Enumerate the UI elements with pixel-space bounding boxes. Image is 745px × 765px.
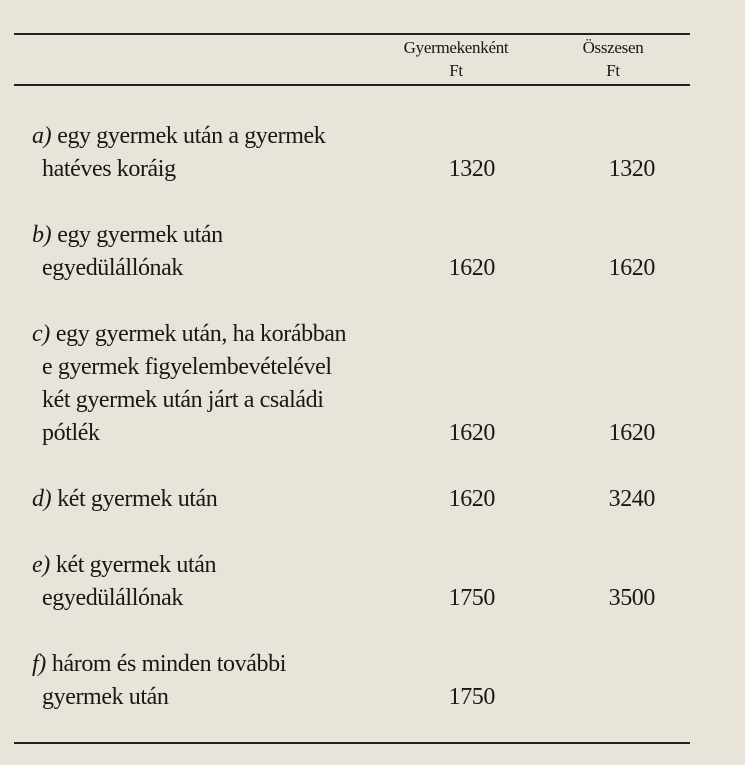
per-child-value: 1620: [448, 420, 495, 446]
row-text: két gyermek után: [55, 552, 217, 578]
row-text: két gyermek után: [57, 486, 218, 512]
bottom-rule: [14, 742, 690, 744]
total-value: 3240: [608, 486, 655, 512]
row-text: egyedülállónak: [42, 585, 184, 611]
row-text: e gyermek figyelembevételével: [42, 354, 332, 380]
total-value: 1320: [608, 156, 655, 182]
row-letter: f): [32, 651, 46, 677]
row-letter: d): [32, 486, 52, 512]
per-child-value: 1620: [448, 486, 495, 512]
row-letter: c): [32, 321, 50, 347]
total-value: 1620: [608, 420, 655, 446]
header-rule: [14, 84, 690, 86]
total-value: 3500: [608, 585, 655, 611]
column-header-total: [558, 36, 668, 82]
row-description: [32, 648, 432, 714]
per-child-value: 1320: [448, 156, 495, 182]
row-letter: e): [32, 552, 50, 578]
total-value: 1620: [608, 255, 655, 281]
row-description: [32, 318, 432, 450]
row-text: három és minden további: [51, 651, 286, 677]
column-header-per-child-label: Gyermekenként: [403, 38, 509, 57]
row-description: [32, 549, 432, 615]
row-text: egy gyermek után a gyermek: [57, 123, 326, 149]
row-description: [32, 483, 432, 516]
column-header-per-child-unit: Ft: [449, 61, 463, 80]
column-header-total-label: Összesen: [582, 38, 644, 57]
row-text: egy gyermek után: [57, 222, 223, 248]
row-description: [32, 219, 432, 285]
column-header-total-unit: Ft: [606, 61, 620, 80]
row-text: hatéves koráig: [42, 156, 176, 182]
row-text: egy gyermek után, ha korábban: [55, 321, 347, 347]
top-rule: [14, 33, 690, 35]
row-letter: a): [32, 123, 52, 149]
column-header-per-child: [372, 36, 540, 82]
per-child-value: 1620: [448, 255, 495, 281]
per-child-value: 1750: [448, 585, 495, 611]
row-text: két gyermek után járt a családi: [42, 387, 324, 413]
per-child-value: 1750: [448, 684, 495, 710]
row-text: egyedülállónak: [42, 255, 184, 281]
row-letter: b): [32, 222, 52, 248]
row-description: [32, 120, 432, 186]
row-text: pótlék: [42, 420, 100, 446]
row-text: gyermek után: [42, 684, 169, 710]
